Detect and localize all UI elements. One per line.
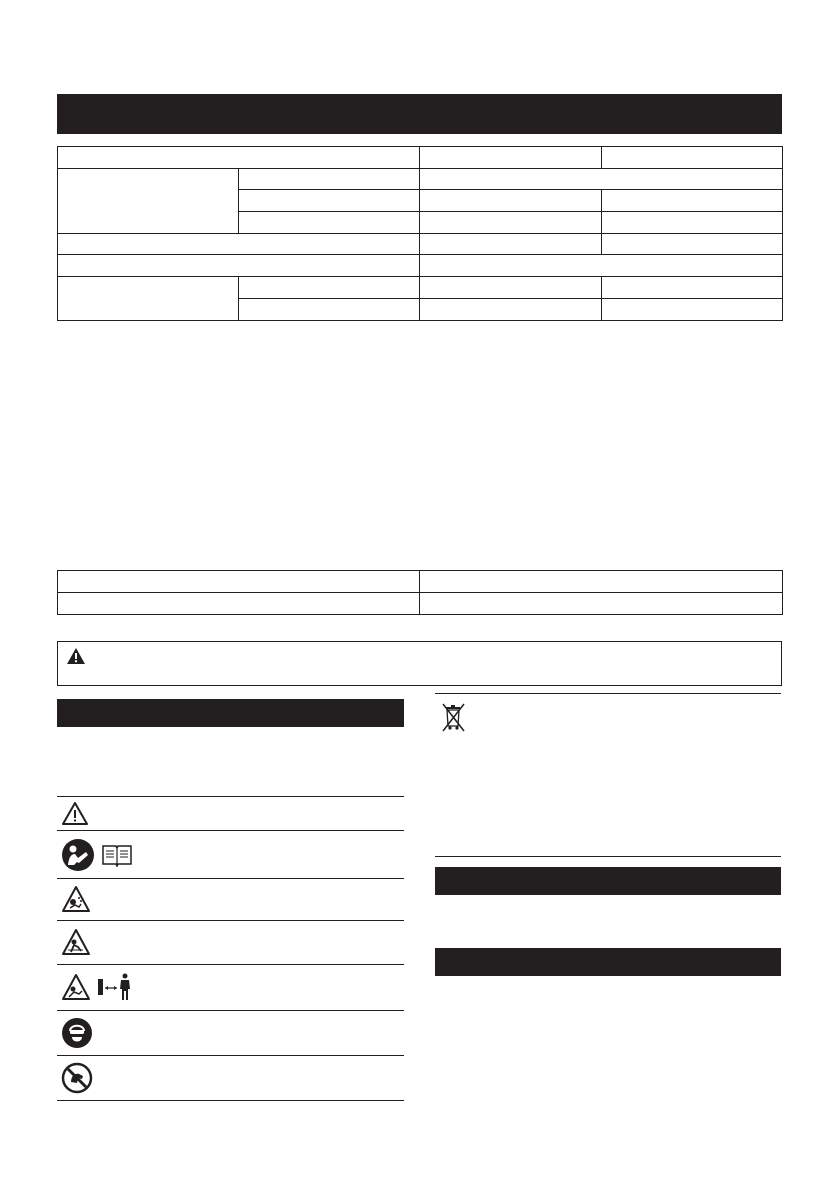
falling-objects-icon [61, 928, 91, 956]
symbol-row [57, 965, 404, 1010]
table-cell [239, 190, 420, 212]
table-cell [420, 255, 783, 277]
warning-box [57, 641, 782, 686]
table-cell [420, 168, 783, 190]
table-cell [58, 233, 420, 255]
table-row [58, 147, 783, 169]
table-cell [602, 277, 783, 299]
table-cell [420, 593, 783, 615]
no-hands-icon [61, 1062, 93, 1094]
table-cell [602, 212, 783, 234]
table-cell [602, 190, 783, 212]
table-cell [602, 233, 783, 255]
hazard-icon [61, 973, 91, 1001]
table-row [58, 277, 783, 299]
table-cell [58, 571, 420, 593]
symbol-row [57, 1056, 404, 1100]
table-cell [58, 255, 420, 277]
table-row [58, 255, 783, 277]
symbol-row [57, 879, 404, 920]
read-manual-icon [61, 838, 95, 872]
manual-book-icon [101, 843, 133, 867]
page-header-bar [57, 94, 782, 134]
section-header [435, 948, 781, 976]
warning-triangle-icon [66, 647, 86, 665]
table-row [58, 233, 783, 255]
table-cell [239, 168, 420, 190]
divider [57, 1100, 404, 1101]
table-cell [420, 571, 783, 593]
table-cell [602, 147, 783, 169]
symbol-row [57, 831, 404, 878]
table-row [58, 571, 783, 593]
table-cell [420, 147, 602, 169]
table-cell [239, 277, 420, 299]
warning-icon [61, 801, 89, 826]
divider [435, 693, 781, 694]
table-cell [58, 147, 420, 169]
table-cell [58, 277, 239, 320]
keep-distance-icon [97, 972, 137, 1002]
table-cell [58, 593, 420, 615]
divider [435, 856, 781, 857]
flying-objects-icon [61, 885, 91, 913]
wear-eye-ear-protection-icon [61, 1017, 93, 1049]
table-row [58, 593, 783, 615]
symbol-row [57, 1011, 404, 1055]
symbol-row [57, 797, 404, 830]
table-cell [420, 277, 602, 299]
table-cell [602, 298, 783, 320]
specifications-table [57, 146, 783, 321]
table-cell [239, 212, 420, 234]
table-cell [58, 168, 239, 233]
table-cell [420, 190, 602, 212]
symbol-row [57, 921, 404, 964]
table-cell [420, 298, 602, 320]
table-cell [420, 212, 602, 234]
symbols-section-header [57, 699, 404, 727]
table-cell [420, 233, 602, 255]
data-table [57, 570, 783, 615]
section-header [435, 867, 781, 895]
table-cell [239, 298, 420, 320]
table-row [58, 168, 783, 190]
crossed-out-wheelie-bin-icon [441, 702, 467, 733]
